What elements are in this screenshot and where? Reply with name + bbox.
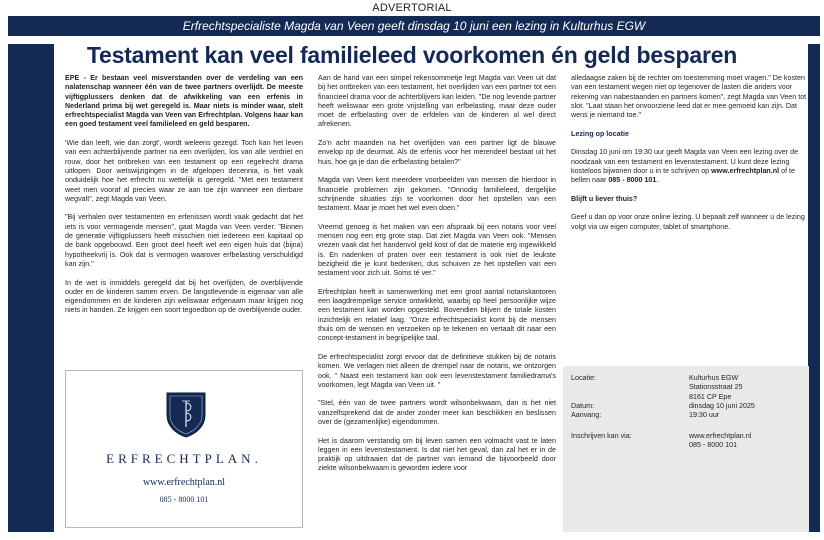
column-3 <box>571 74 811 241</box>
article-paragraph: "Bij verhalen over testamenten en erfenissen wordt vaak gedacht dat het iets is voor vermogende mensen", gaat Magda van Veen verder. "Binnen de generatie vijftigplussers heeft misschien niet iedereen een kapitaal op de bank opgebouwd. Een groot deel heeft wel een eigen huis dat (bijna) hypotheekvrij is. Ook dat is vermogen waarover erfbelasting verschuldigd kan zijn." <box>65 213 303 268</box>
start-value: 19:30 uur <box>689 411 720 420</box>
lecture-body: Dinsdag 10 juni om 19:30 uur geeft Magda van Veen een lezing over de noodzaak van een testament en levenstestament. U kunt deze lezing kosteloos bijwonen door u in te schrijven op <box>571 148 799 175</box>
register-label: Inschrijven kan via: <box>571 432 632 440</box>
article-paragraph: "Stel, één van de twee partners wordt wilsonbekwaam, dan is het niet vanzelfsprekend dat de ander zonder meer kan beschikken en beslissen over de (gezamenlijke) eigendommen. <box>318 399 556 426</box>
start-label: Aanvang: <box>571 411 602 420</box>
logo-name: ERFRECHTPLAN. <box>106 451 262 466</box>
lecture-paragraph <box>571 148 811 185</box>
logo-box <box>65 370 303 528</box>
online-heading: Blijft u liever thuis? <box>571 194 638 203</box>
lecture-link[interactable]: www.erfrechtplan.nl <box>711 166 780 175</box>
article-paragraph: Het is daarom verstandig om bij leven samen een volmacht vast te laten leggen in een levenstestament. Is dat niet het geval, dan zal het er in de praktijk op uitdraaien dat de partner van iemand die bijvoorbeeld door ziekte wilsonbekwaam is geworden iedere voor <box>318 436 556 473</box>
column-2 <box>318 74 556 483</box>
logo-phone: 085 - 8000 101 <box>159 495 209 504</box>
intro-paragraph: EPE - Er bestaan veel misverstanden over de verdeling van een nalatenschap wanneer één van de twee partners overlijdt. De meeste vijftigplussers denken dat de afwikkeling van een erfenis in Nederland prima bij wet geregeld is. Maar niets is minder waar, stelt erfrechtspecialist Magda van Veen van Erfrechtplan. Volgens haar kan een goed testament veel familieleed en geld besparen. <box>65 74 303 129</box>
column-1 <box>65 74 303 325</box>
logo-url[interactable]: www.erfrechtplan.nl <box>142 477 226 488</box>
advertorial-label: ADVERTORIAL <box>372 2 452 14</box>
article-paragraph: Erfrechtplan heeft in samenwerking met een groot aantal notariskantoren een laagdrempelige service ontwikkeld, waarbij op heel persoonlijke wijze een testament kan worden opgesteld. Bovendien blijven de totale kosten inzichtelijk en relatief laag. "Onze erfrechtspecialist komt bij de mensen thuis om de wensen en verzoeken op te tekenen en vertaalt dit naar een concept-testament in begrijpelijke taal. <box>318 287 556 343</box>
lecture-phone: 085 - 8000 101 <box>608 176 657 185</box>
headline: Testament kan veel familieleed voorkomen én geld besparen <box>86 42 738 68</box>
lecture-end: . <box>656 176 659 185</box>
lecture-mid: of te bellen naar <box>571 166 795 185</box>
location-line: Stationsstraat 25 <box>689 383 743 392</box>
location-line: Kulturhus EGW <box>689 374 739 382</box>
date-label: Datum: <box>571 401 595 410</box>
left-decor-bar <box>8 44 54 532</box>
banner: Erfrechtspecialiste Magda van Veen geeft dinsdag 10 juni een lezing in Kulturhus EGW <box>8 16 820 36</box>
erfrechtplan-shield-logo <box>165 391 207 439</box>
online-paragraph: Geef u dan op voor onze online lezing. U bepaalt zelf wanneer u de lezing volgt via uw eigen computer, tablet of smartphone. <box>571 213 805 231</box>
article-paragraph: De erfrechtspecialist zorgt ervoor dat de definitieve stukken bij de notaris komen. We verlagen niet alleen de drempel naar de notaris, we ontzorgen ook. " Naast een testament kan ook een levenstestament familiedrama's voorkomen, legt Magda van Veen uit. " <box>318 352 556 389</box>
register-phone: 085 - 8000 101 <box>689 441 738 450</box>
article-paragraph: Zo'n acht maanden na het overlijden van een partner ligt de blauwe envelop op de deurmat. Als de erfenis voor het merendeel bestaat uit het huis, hoe ga je dan die erfbelasting betalen?" <box>318 139 556 166</box>
location-line: 8161 CP Epe <box>689 392 732 401</box>
register-url[interactable]: www.erfrechtplan.nl <box>689 432 752 440</box>
article-paragraph: Magda van Veen kent meerdere voorbeelden van mensen die hierdoor in financiële problemen zijn gekomen. "Onnodig familieleed, dergelijke schrijnende situaties zijn te voorkomen door het opstellen van een testament. Maar je moet het wel even doen." <box>318 176 556 213</box>
article-paragraph: 'Wie dan leeft, wie dan zorgt', wordt weleens gezegd. Toch kan het leven van een achterblijvende partner na een overlijden, los van alle verdriet en rouw, door het ontbreken van een testament op een regelrecht drama uitlopen. Door wetswijzigingen in de afgelopen decennia, is het vaak onduidelijk hoe het erfrecht nu wettelijk is geregeld. "Met een testament weet men vooraf al precies waar ze aan toe zijn wanneer een dierbare wegvalt", zegt Magda van Veen. <box>65 139 303 203</box>
article-paragraph: Aan de hand van een simpel rekensommetje legt Magda van Veen uit dat bij het ontbreken van een testament, het overlijden van een partner tot een financieel drama voor de achterblijvers kan leiden. "De nog levende partner heeft weliswaar een grote vrijstelling van erfbelasting, maar deze ouder moet de erfbelasting over de erfdelen van de kinderen al wel direct afrekenen. <box>318 74 556 129</box>
date-value: dinsdag 10 juni 2025 <box>689 401 755 410</box>
event-info-box <box>563 366 809 532</box>
location-label: Locatie: <box>571 374 597 382</box>
article-paragraph: alledaagse zaken bij de rechter om toestemming moet vragen." De kosten van een testament wegen niet op tegenover de lasten die anders voor rekening van nabestaanden en partners komen", zegt Magda van Veen tot slot. "Laat staan het onvoorziene leed dat er mee gemoeid kan zijn. Dat wens je niemand toe." <box>571 74 807 120</box>
article-paragraph: Vreemd genoeg is het maken van een afspraak bij een notaris voor veel mensen nog een erg grote stap. Dat ziet Magda van Veen ook. "Mensen vrezen vaak dat het handenvol geld kost of dat de materie erg ingewikkeld is. En nadenken of praten over een testament is ook niet de leukste bezigheid die je kunt bedenken, dus schuiven ze het opstellen van een testament voor zich uit. Soms té ver." <box>318 222 556 278</box>
article-paragraph: In de wet is inmiddels geregeld dat bij het overlijden, de overblijvende ouder en de kinderen samen erven. De langstlevende is eigenaar van alle eigendommen en de kinderen zijn weliswaar erfgenaam maar krijgen nog niets in handen. Ze krijgen een soort tegoedbon op de overblijvende ouder. <box>65 278 303 315</box>
lecture-heading: Lezing op locatie <box>571 129 629 138</box>
